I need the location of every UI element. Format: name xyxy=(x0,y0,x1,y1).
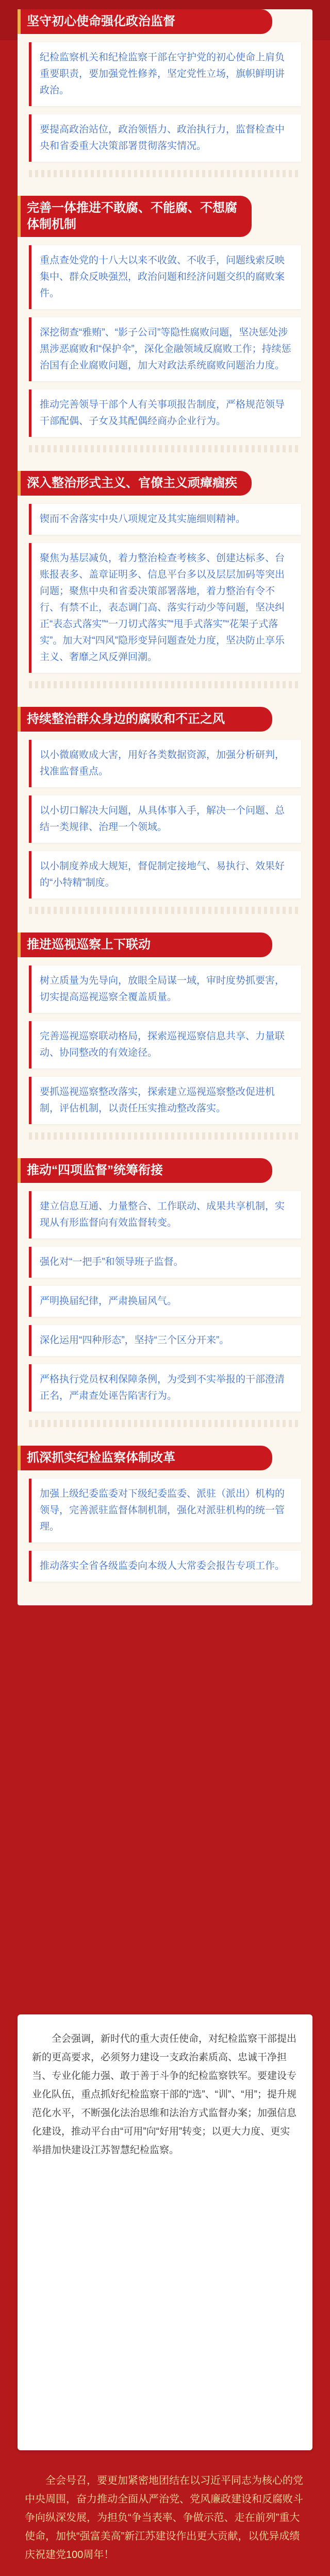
paragraph-card: 纪检监察机关和纪检监察干部在守护党的初心使命上肩负重要职责，要加强党性修养，坚定党性立场，旗帜鲜明讲政治。 xyxy=(29,42,301,106)
section-title: 推动“四项监督”统筹衔接 xyxy=(18,1158,272,1183)
paragraph-card: 深化运用“四种形态”，坚持“三个区分开来”。 xyxy=(29,1325,301,1356)
section-6 xyxy=(18,1145,312,1432)
paragraph-card: 重点查处党的十八大以来不收敛、不收手，问题线索反映集中、群众反映强烈，政治问题和经济问题交织的腐败案件。 xyxy=(29,245,301,309)
section-divider xyxy=(29,681,301,688)
paragraph-card: 以小微腐败成大害，用好各类数据资源，加强分析研判，找准监督重点。 xyxy=(29,740,301,787)
main-panel xyxy=(18,9,312,1605)
paragraph-card: 深挖彻查“雅贿”、“影子公司”等隐性腐败问题，坚决惩处涉黑涉恶腐败和“保护伞”，深化金融领域反腐败工作；持续惩治国有企业腐败问题，加大对政法系统腐败问题治力度。 xyxy=(29,317,301,381)
paragraph-card: 树立质量为先导向，放眼全局谋一域，审时度势抓要害，切实提高巡视巡察全覆盖质量。 xyxy=(29,965,301,1013)
paragraph-card: 以小制度养成大规矩，督促制定接地气、易执行、效果好的“小特精”制度。 xyxy=(29,851,301,899)
section-divider xyxy=(29,907,301,914)
section-title: 完善一体推进不敢腐、不能腐、不想腐体制机制 xyxy=(18,196,252,237)
paragraph-card: 聚焦为基层减负，着力整治检查考核多、创建达标多、台账报表多、盖章证明多、信息平台多以及层层加码等突出问题；聚焦中央和省委决策部署落地，着力整治有令不行、有禁不止，表态调门高、落实行动少等问题，坚决纠正“表态式落实”“一刀切式落实”“甩手式落实”“花架子式落实”。加大对“四风”隐形变异问题查处力度，坚决防止享乐主义、奢靡之风反弹回潮。 xyxy=(29,543,301,673)
section-1 xyxy=(18,9,312,182)
paragraph-card: 推动落实全省各级监委向本级人大常委会报告专项工作。 xyxy=(29,1551,301,1582)
section-title: 深入整治形式主义、官僚主义顽瘴痼疾 xyxy=(18,471,252,496)
section-title: 推进巡视巡察上下联动 xyxy=(18,933,272,957)
section-divider xyxy=(29,1420,301,1427)
section-divider xyxy=(29,170,301,177)
paragraph-card: 锲而不舍落实中央八项规定及其实施细则精神。 xyxy=(29,504,301,535)
section-title: 抓深抓实纪检监察体制改革 xyxy=(18,1446,272,1470)
closing-paragraph: 全会号召，要更加紧密地团结在以习近平同志为核心的党中央周围，奋力推动全面从严治党、党风廉政建设和反腐败斗争向纵深发展，为担负“争当表率、争做示范、走在前列”重大使命，加快“强富美高”新江苏建设作出更大贡献，以优异成绩庆祝建党100周年！ xyxy=(25,2475,303,2561)
paragraph-card: 完善巡视巡察联动格局，探索巡视巡察信息共享、力量联动、协同整改的有效途径。 xyxy=(29,1021,301,1069)
section-3 xyxy=(18,457,312,693)
paragraph-card: 强化对“一把手”和领导班子监督。 xyxy=(29,1247,301,1278)
section-7 xyxy=(18,1432,312,1595)
paragraph-card: 要提高政治站位，政治领悟力、政治执行力，监督检查中央和省委重大决策部署贯彻落实情况。 xyxy=(29,114,301,162)
paragraph-card: 要抓巡视巡察整改落实，探索建立巡视巡察整改促进机制，评估机制，以责任压实推动整改落实。 xyxy=(29,1077,301,1124)
section-divider xyxy=(29,445,301,452)
paragraph-card: 推动完善领导干部个人有关事项报告制度，严格规范领导干部配偶、子女及其配偶经商办企业行为。 xyxy=(29,389,301,437)
paragraph-card: 以小切口解决大问题，从具体事入手，解决一个问题、总结一类规律、治理一个领域。 xyxy=(29,795,301,843)
section-5 xyxy=(18,919,312,1145)
paragraph-card: 建立信息互通、力量整合、工作联动、成果共享机制，实现从有形监督向有效监督转变。 xyxy=(29,1191,301,1239)
paragraph-card: 严格执行党员权利保障条例，为受到不实举报的干部澄清正名，严肃查处诬告陷害行为。 xyxy=(29,1364,301,1412)
summary-box xyxy=(18,2014,312,2450)
summary-text: 全会强调，新时代的重大责任使命，对纪检监察干部提出新的更高要求，必须努力建设一支政治素质高、忠诚干净担当、专业化能力强、敢于善于斗争的纪检监察铁军。要建设专业化队伍，重点抓好纪检监察干部的“选”、“训”、“用”；提升规范化水平，不断强化法治思维和法治方式监督办案；加强信息化建设，推动平台由“可用”向“好用”转变；以更大力度、更实举措加快建设江苏智慧纪检监察。 xyxy=(32,2033,297,2156)
section-title: 坚守初心使命强化政治监督 xyxy=(18,9,272,34)
paragraph-card: 加强上级纪委监委对下级纪委监委、派驻（派出）机构的领导，完善派驻监督体制机制，强化对派驻机构的统一管理。 xyxy=(29,1479,301,1543)
paragraph-card: 严明换届纪律，严肃换届风气。 xyxy=(29,1286,301,1317)
section-title: 持续整治群众身边的腐败和不正之风 xyxy=(18,707,272,732)
section-2 xyxy=(18,182,312,457)
section-4 xyxy=(18,693,312,919)
section-divider xyxy=(29,1132,301,1140)
